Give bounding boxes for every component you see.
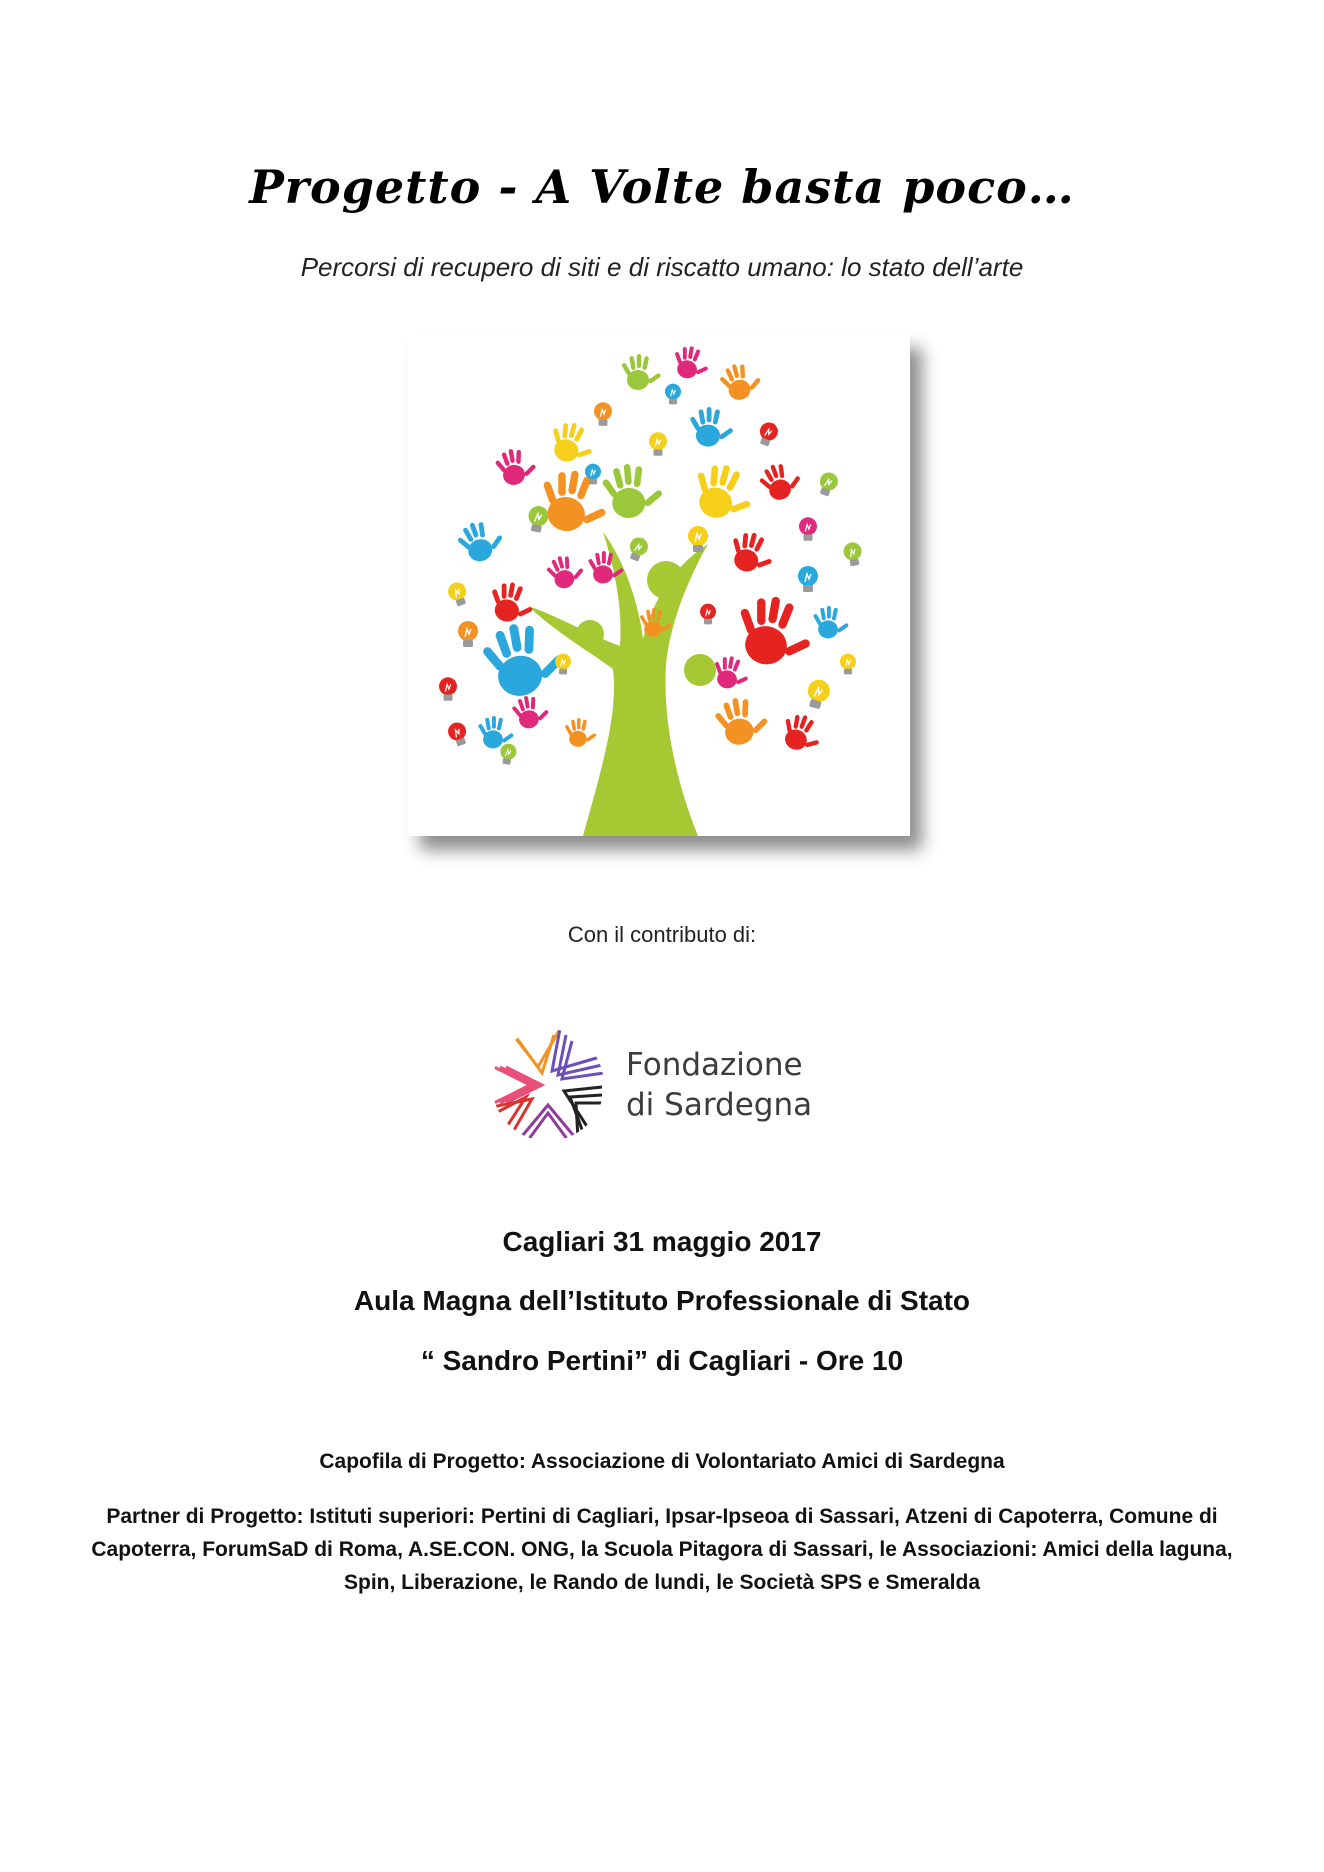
capofila-text: Capofila di Progetto: Associazione di Volontariato Amici di Sardegna: [319, 1450, 1005, 1473]
hand-leaf: [621, 354, 661, 390]
bulb-leaf: [555, 654, 571, 675]
hand-leaf: [716, 359, 764, 404]
fondazione-star-icon: [490, 1027, 606, 1143]
hand-leaf: [493, 445, 539, 487]
bulb-leaf: [665, 384, 681, 405]
hand-leaf: [510, 693, 551, 731]
bulb-leaf: [700, 604, 716, 625]
tree-of-hands-icon: [408, 334, 910, 836]
hand-leaf: [755, 457, 805, 505]
bulb-leaf: [626, 535, 651, 563]
hand-leaf: [478, 716, 514, 748]
logo-line-1: Fondazione: [626, 1047, 803, 1083]
contribution-label: Con il contributo di:: [567, 922, 757, 947]
event-venue: Aula Magna dell’Istituto Professionale di Stato: [353, 1285, 971, 1316]
hand-leaf: [535, 466, 613, 538]
hand-leaf: [564, 718, 596, 747]
hand-leaf: [813, 606, 849, 638]
hand-leaf: [731, 591, 818, 672]
bulb-leaf: [498, 742, 517, 765]
tree-illustration: [408, 334, 910, 836]
bulb-leaf: [804, 677, 833, 710]
bulb-leaf: [756, 420, 781, 448]
bulb-leaf: [526, 504, 550, 533]
partner-text: Partner di Progetto: Istituti superiori: Pertini di Cagliari, Ipsar-Ipseoa di Sassari, Atzeni di Capoterra, Comune di Capoterra, ForumSaD di Roma, A.SE.CON. ONG, la Scuola Pitagora di Sassari, le Associazioni: Amici della laguna, Spin, Liberazione, le Rando de lundi, le Società SPS e Smeralda: [91, 1505, 1233, 1594]
bulb-leaf: [439, 677, 457, 700]
hand-leaf: [777, 709, 827, 757]
hand-leaf: [711, 654, 752, 692]
hand-leaf: [671, 344, 712, 382]
event-venue-detail: “ Sandro Pertini” di Cagliari - Ore 10: [420, 1345, 904, 1376]
hand-leaf: [689, 407, 733, 447]
hand-leaf: [544, 551, 587, 592]
bulb-leaf: [446, 720, 471, 748]
page-title: Progetto - A Volte basta poco…: [249, 160, 1075, 214]
hand-leaf: [712, 693, 772, 748]
bulb-leaf: [458, 621, 478, 647]
bulb-leaf: [842, 541, 864, 567]
bulb-leaf: [446, 580, 471, 608]
event-date-place: Cagliari 31 maggio 2017: [502, 1226, 822, 1257]
bulb-leaf: [649, 432, 667, 455]
bulb-leaf: [594, 402, 612, 425]
bulb-leaf: [799, 517, 817, 540]
bulb-leaf: [798, 566, 818, 592]
hand-leaf: [600, 461, 665, 520]
bulb-leaf: [816, 470, 841, 498]
hand-leaf: [487, 579, 538, 626]
logo-line-2: di Sardegna: [626, 1087, 813, 1123]
hand-leaf: [687, 458, 759, 526]
hand-leaf: [453, 515, 508, 567]
page-subtitle: Percorsi di recupero di siti e di riscatto umano: lo stato dell’arte: [300, 252, 1024, 282]
bulb-leaf: [840, 654, 856, 675]
hand-leaf: [725, 528, 778, 578]
hand-leaf: [545, 418, 598, 468]
fondazione-logo: [490, 1027, 850, 1143]
